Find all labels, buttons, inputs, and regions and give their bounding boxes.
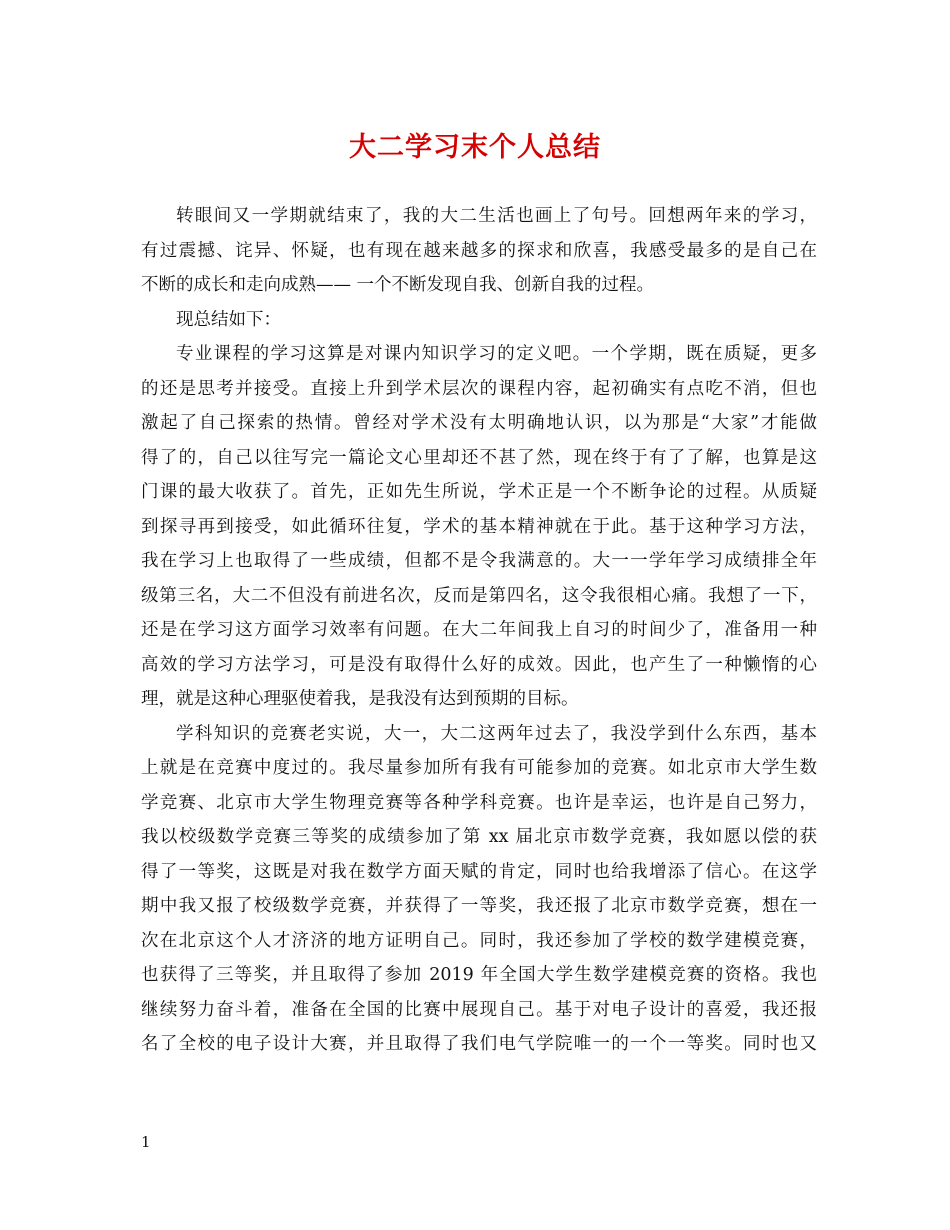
text-line: 理，就是这种心理驱使着我，是我没有达到预期的目标。 — [141, 689, 579, 709]
document-title: 大二学习末个人总结 — [349, 132, 601, 163]
text-line: 上就是在竞赛中度过的。我尽量参加所有我有可能参加的竞赛。如北京市大学生数 — [141, 758, 817, 778]
text-line: 也获得了三等奖，并且取得了参加 2019 年全国大学生数学建模竞赛的资格。我也 — [141, 965, 817, 985]
text-line: 门课的最大收获了。首先，正如先生所说，学术正是一个不断争论的过程。从质疑 — [141, 482, 817, 502]
text-line: 级第三名，大二不但没有前进名次，反而是第四名，这令我很相心痛。我想了一下， — [141, 585, 817, 606]
text-line: 期中我又报了校级数学竞赛，并获得了一等奖，我还报了北京市数学竞赛，想在一 — [141, 896, 817, 916]
text-line: 转眼间又一学期就结束了，我的大二生活也画上了句号。回想两年来的学习， — [176, 206, 817, 226]
text-line: 到探寻再到接受，如此循环往复，学术的基本精神就在于此。基于这种学习方法， — [141, 516, 817, 537]
text-line: 名了全校的电子设计大赛，并且取得了我们电气学院唯一的一个一等奖。同时也又 — [141, 1034, 817, 1054]
text-line: 次在北京这个人才济济的地方证明自己。同时，我还参加了学校的数学建模竞赛， — [141, 930, 817, 951]
text-line: 得了的，自己以往写完一篇论文心里却还不甚了然，现在终于有了了解，也算是这 — [141, 447, 817, 468]
text-line: 我在学习上也取得了一些成绩，但都不是令我满意的。大一一学年学习成绩排全年 — [141, 551, 817, 571]
text-line: 得了一等奖，这既是对我在数学方面天赋的肯定，同时也给我增添了信心。在这学 — [141, 861, 817, 882]
text-line: 现总结如下： — [176, 309, 281, 330]
text-line: 学科知识的竞赛老实说，大一，大二这两年过去了，我没学到什么东西，基本 — [176, 723, 817, 744]
text-line: 学竞赛、北京市大学生物理竞赛等各种学科竞赛。也许是幸运，也许是自己努力， — [141, 792, 817, 813]
text-line: 高效的学习方法学习，可是没有取得什么好的成效。因此，也产生了一种懒惰的心 — [141, 654, 817, 675]
text-line: 我以校级数学竞赛三等奖的成绩参加了第 xx 届北京市数学竞赛，我如愿以偿的获 — [141, 827, 817, 847]
text-line: 还是在学习这方面学习效率有问题。在大二年间我上自习的时间少了，准备用一种 — [141, 620, 817, 640]
text-line: 不断的成长和走向成熟—— 一个不断发现自我、创新自我的过程。 — [141, 275, 655, 295]
document-body — [141, 199, 817, 1062]
text-line: 有过震撼、诧异、怀疑，也有现在越来越多的探求和欣喜，我感受最多的是自己在 — [141, 240, 817, 261]
text-line: 继续努力奋斗着，准备在全国的比赛中展现自己。基于对电子设计的喜爱，我还报 — [141, 999, 817, 1020]
page-number: 1 — [141, 1133, 151, 1151]
text-line: 的还是思考并接受。直接上升到学术层次的课程内容，起初确实有点吃不消，但也 — [141, 378, 817, 399]
text-line: 激起了自己探索的热情。曾经对学术没有太明确地认识，以为那是“大家”才能做 — [141, 413, 817, 433]
text-line: 专业课程的学习这算是对课内知识学习的定义吧。一个学期，既在质疑，更多 — [176, 344, 817, 364]
